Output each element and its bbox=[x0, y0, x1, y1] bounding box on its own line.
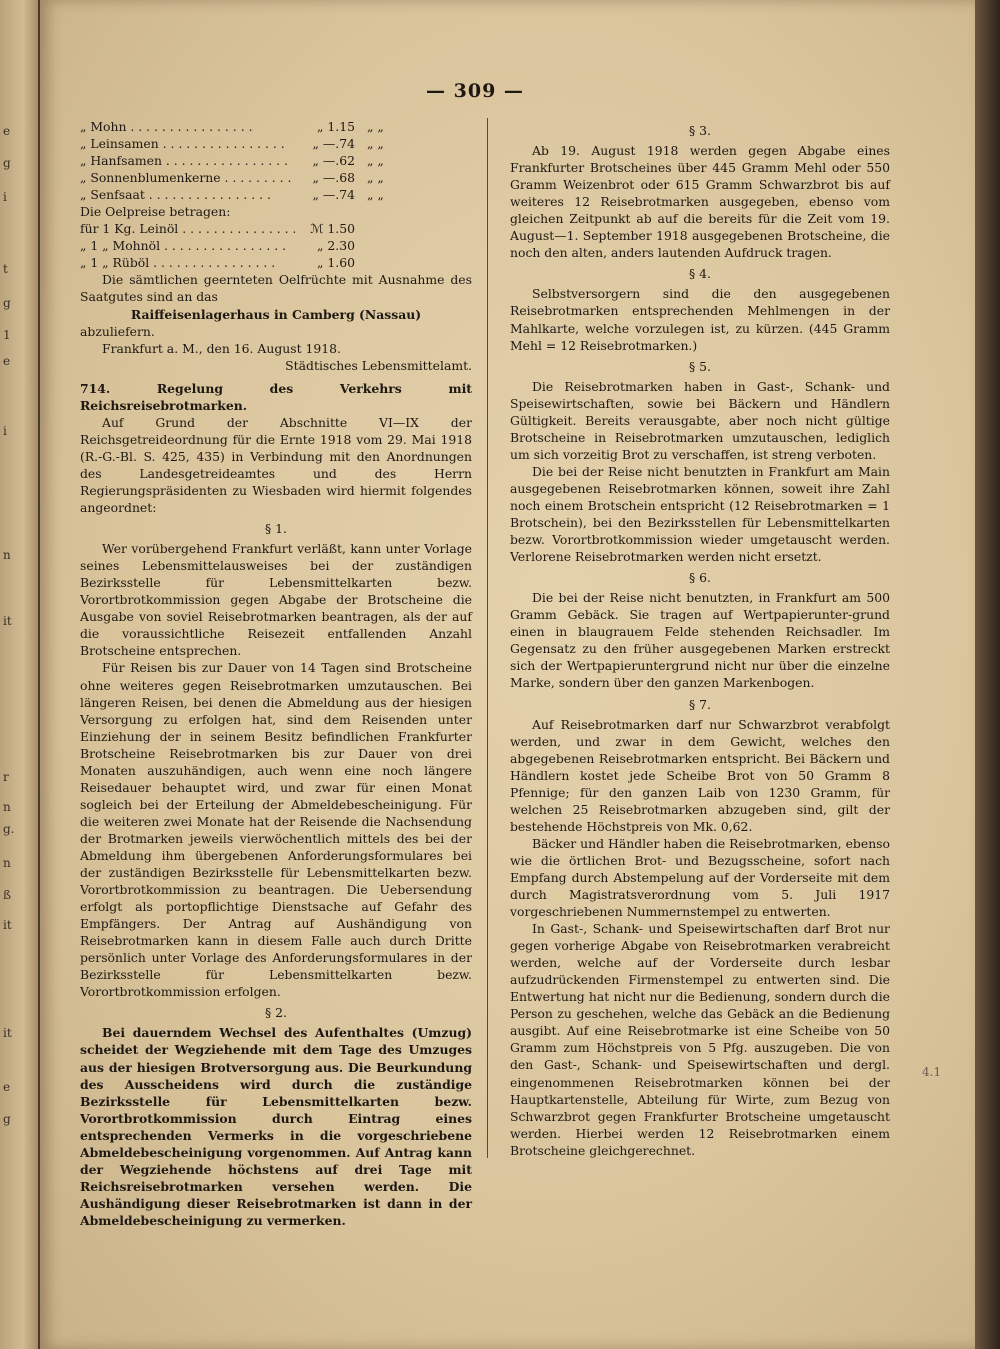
paragraph: Bei dauerndem Wechsel des Aufenthaltes (Umzug) scheidet der Wegziehende mit dem Tage des Umzuges aus der hiesigen Brotversorgung aus. Die Beurkundung des Ausscheidens wird durch die zuständige Bezirksstelle für Lebensmittelkarten bezw. Vorortbrotkommission durch Eintrag eines entsprechenden Vermerks in die vorgeschriebene Abmeldebescheinigung vorgenommen. Auf Antrag kann der Wegziehende höchstens auf drei Tage mit Reichsreisebrotmarken versehen werden. Die Aushändigung dieser Reisebrotmarken ist dann in der Abmeldebescheinigung zu vermerken. bbox=[80, 1025, 472, 1228]
price-row: „ Sonnenblumenkerne . . . „ —.68 „ „ bbox=[80, 169, 472, 186]
paragraph: Die sämtlichen geernteten Oelfrüchte mit Ausnahme des Saatgutes sind an das bbox=[80, 272, 472, 305]
paragraph: Auf Grund der Abschnitte VI—IX der Reichsgetreideordnung für die Ernte 1918 vom 29. Mai 1918 (R.-G.-Bl. S. 425, 435) in Verbindung mit den Anordnungen des Landesgetreideamtes und des Herrn Regierungspräsidenten zu Wiesbaden wird hiermit folgendes angeordnet: bbox=[80, 414, 472, 516]
price-row: „ Senfsaat . . . „ —.74 „ „ bbox=[80, 186, 472, 203]
prev-fragment: i bbox=[3, 190, 7, 204]
paragraph: Die bei der Reise nicht benutzten in Frankfurt am Main ausgegebenen Reisebrotmarken können, soweit ihre Zahl noch einem Brotschein entspricht (12 Reisebrotmarken = 1 Brotschein), bei den Bezirksstellen für Lebensmittelkarten bezw. Vorortbrotkommission wieder umgetauscht werden. Verlorene Reisebrotmarken werden nicht ersetzt. bbox=[510, 463, 890, 565]
section-heading: § 6. bbox=[689, 570, 711, 586]
prev-fragment: it bbox=[3, 1026, 12, 1040]
paragraph: Wer vorübergehend Frankfurt verläßt, kann unter Vorlage seines Lebensmittelausweises bei der zuständigen Bezirksstelle für Lebensmittelkarten bezw. Vorortbrotkommission gegen Abgabe der Brotscheine die Ausgabe von soviel Reisebrotmarken beantragen, als der auf die voraussichtliche Reisezeit entfallenden Anzahl Brotscheine entsprechen. bbox=[80, 541, 472, 659]
prev-fragment: g. bbox=[3, 822, 15, 836]
office-signature: Städtisches Lebensmittelamt. bbox=[285, 357, 472, 373]
price-row: „ Hanfsamen . . . „ —.62 „ „ bbox=[80, 152, 472, 169]
oil-row: „ 1 „ Mohnöl . . . „ 2.30 bbox=[80, 237, 472, 254]
prev-fragment: e bbox=[3, 124, 11, 138]
oil-intro: Die Oelpreise betragen: bbox=[80, 204, 231, 220]
section-heading: § 3. bbox=[689, 123, 711, 138]
section-heading: § 1. bbox=[265, 521, 287, 537]
prev-fragment: i bbox=[3, 424, 7, 438]
column-divider bbox=[487, 118, 488, 1158]
prev-fragment: it bbox=[3, 918, 12, 932]
book-edge bbox=[975, 0, 1000, 1349]
date-line: Frankfurt a. M., den 16. August 1918. bbox=[102, 340, 341, 356]
paragraph: Bäcker und Händler haben die Reisebrotmarken, ebenso wie die örtlichen Brot- und Bezugsscheine, sofort nach Empfang durch Abstempelung auf der Vorderseite mit dem durch Magistratsverordnung vom 5. Juli 1917 vorgeschriebenen Nummernstempel zu entwerten. bbox=[510, 835, 890, 920]
oil-row: „ 1 „ Rüböl . . . „ 1.60 bbox=[80, 254, 472, 271]
prev-fragment: n bbox=[3, 800, 11, 814]
oil-row: für 1 Kg. Leinöl . . . ℳ 1.50 bbox=[80, 220, 472, 237]
section-heading: § 4. bbox=[689, 266, 711, 282]
prev-fragment: e bbox=[3, 354, 11, 368]
section-heading: § 7. bbox=[689, 696, 711, 712]
prev-fragment: g bbox=[3, 156, 11, 170]
price-row: „ Leinsamen . . . „ —.74 „ „ bbox=[80, 135, 472, 152]
raiffeisen-line: Raiffeisenlagerhaus in Camberg (Nassau) bbox=[130, 306, 422, 322]
prev-fragment: e bbox=[3, 1080, 11, 1094]
prev-fragment: t bbox=[3, 262, 8, 276]
prev-fragment: 1 bbox=[3, 328, 11, 342]
paragraph: Die Reisebrotmarken haben in Gast-, Schank- und Speisewirtschaften, sowie bei Bäckern und Händlern Gültigkeit. Bereits verausgabte, aber noch nicht gültige Brotscheine in Reisebrotmarken umzutauschen, lediglich um sich vorzeitig Brot zu verschaffen, ist streng verboten. bbox=[510, 378, 890, 462]
page-number: — 309 — bbox=[426, 80, 524, 102]
prev-fragment: ß bbox=[3, 888, 12, 902]
section-heading: § 2. bbox=[265, 1005, 287, 1021]
section-title: 714. Regelung des Verkehrs mit Reichsreisebrotmarken. bbox=[80, 380, 472, 413]
paragraph: Ab 19. August 1918 werden gegen Abgabe eines Frankfurter Brotscheines über 445 Gramm Mehl oder 550 Gramm Weizenbrot oder 615 Gramm Schwarzbrot bis auf weiteres 12 Reisebrotmarken ausgegeben, ebenso vom gleichen Zeitpunkt ab auf die bereits für die Zeit vom 19. August—1. September 1918 ausgegebenen Brotscheine, die noch den alten, anders lautenden Aufdruck tragen. bbox=[510, 143, 890, 261]
paragraph: abzuliefern. bbox=[80, 323, 155, 339]
prev-fragment: g bbox=[3, 296, 11, 310]
section-heading: § 5. bbox=[689, 358, 711, 374]
prev-fragment: n bbox=[3, 856, 11, 870]
prev-fragment: r bbox=[3, 770, 9, 784]
paragraph: Selbstversorgern sind die den ausgegebenen Reisebrotmarken entsprechenden Mehlmengen in der Mahlkarte, welche vorzulegen ist, zu kürzen. (445 Gramm Mehl = 12 Reisebrotmarken.) bbox=[510, 286, 890, 353]
prev-fragment: n bbox=[3, 548, 11, 562]
paragraph: Die bei der Reise nicht benutzten, in Frankfurt am 500 Gramm Gebäck. Sie tragen auf Wertpapierunter-grund einen in blaugrauem Felde stehenden Reichsadler. Im Gegensatz zu den früher ausgegebenen Marken erstreckt sich der Wertpapieruntergrund nicht nur über die einzelne Marke, sondern über den ganzen Markenbogen. bbox=[510, 590, 890, 691]
paragraph: In Gast-, Schank- und Speisewirtschaften darf Brot nur gegen vorherige Abgabe von Reisebrotmarken verabreicht werden, welche auf der Vorderseite durch lesbar aufzudrückenden Firmenstempel zu entwerten sind. Die Entwertung hat nicht nur die Bedienung, sondern durch die Person zu geschehen, welche das Gebäck an die Bedienung ausgibt. Auf eine Reisebrotmarke ist eine Scheibe von 50 Gramm zum Höchstpreis von 5 Pfg. auszugeben. Die von den Gast-, Schank- und Speisewirtschaften und dergl. eingenommenen Reisebrotmarken können bei der Hauptkartenstelle, Abteilung für Wirte, zum Bezug von Schwarzbrot gegen Frankfurter Brotscheine umgetauscht werden. Hierbei werden 12 Reisebrotmarken einem Brotscheine gleichgerechnet. bbox=[510, 921, 890, 1158]
pencil-mark: 4.1 bbox=[922, 1065, 942, 1079]
left-column bbox=[80, 118, 472, 1229]
prev-fragment: g bbox=[3, 1112, 11, 1126]
price-row: „ Mohn . . . „ 1.15 „ „ bbox=[80, 118, 472, 135]
paragraph: Für Reisen bis zur Dauer von 14 Tagen sind Brotscheine ohne weiteres gegen Reisebrotmarken umzutauschen. Bei längeren Reisen, bei denen die Abmeldung aus der hiesigen Versorgung zu erfolgen hat, sind dem Reisenden unter Einziehung der in seinem Besitz befindlichen Frankfurter Brotscheine Reisebrotmarken bis zur Dauer von drei Monaten auszuhändigen, auch wenn eine noch längere Reisedauer behauptet wird, und zwar für einen Monat sogleich bei der Erteilung der Abmeldebescheinigung. Für die weiteren zwei Monate hat der Reisende die Nachsendung der Brotmarken jeweils vierwöchentlich mittels des bei der Abmeldung ihm übergebenen Anforderungsformulares bei der zuständigen Bezirksstelle für Lebensmittelkarten bezw. Vorortbrotkommission zu beantragen. Die Uebersendung erfolgt als portopflichtige Dienstsache auf Gefahr des Empfängers. Der Antrag auf Aushändigung von Reisebrotmarken kann in diesem Falle auch durch Dritte persönlich unter Vorlage des Anforderungsformulares in der Bezirksstelle für Lebensmittelkarten bezw. Vorortbrotkommission erfolgen. bbox=[80, 660, 472, 1000]
paragraph: Auf Reisebrotmarken darf nur Schwarzbrot verabfolgt werden, und zwar in dem Gewicht, welches den abgegebenen Reisebrotmarken entspricht. Bei Bäckern und Händlern kostet jede Scheibe Brot von 50 Gramm 8 Pfennige; für den ganzen Laib von 1230 Gramm, für welchen 25 Reisebrotmarken abzugeben sind, gilt der bestehende Höchstpreis von Mk. 0,62. bbox=[510, 716, 890, 834]
prev-fragment: it bbox=[3, 614, 12, 628]
previous-page-edge bbox=[0, 0, 38, 1349]
right-column bbox=[510, 118, 890, 1159]
